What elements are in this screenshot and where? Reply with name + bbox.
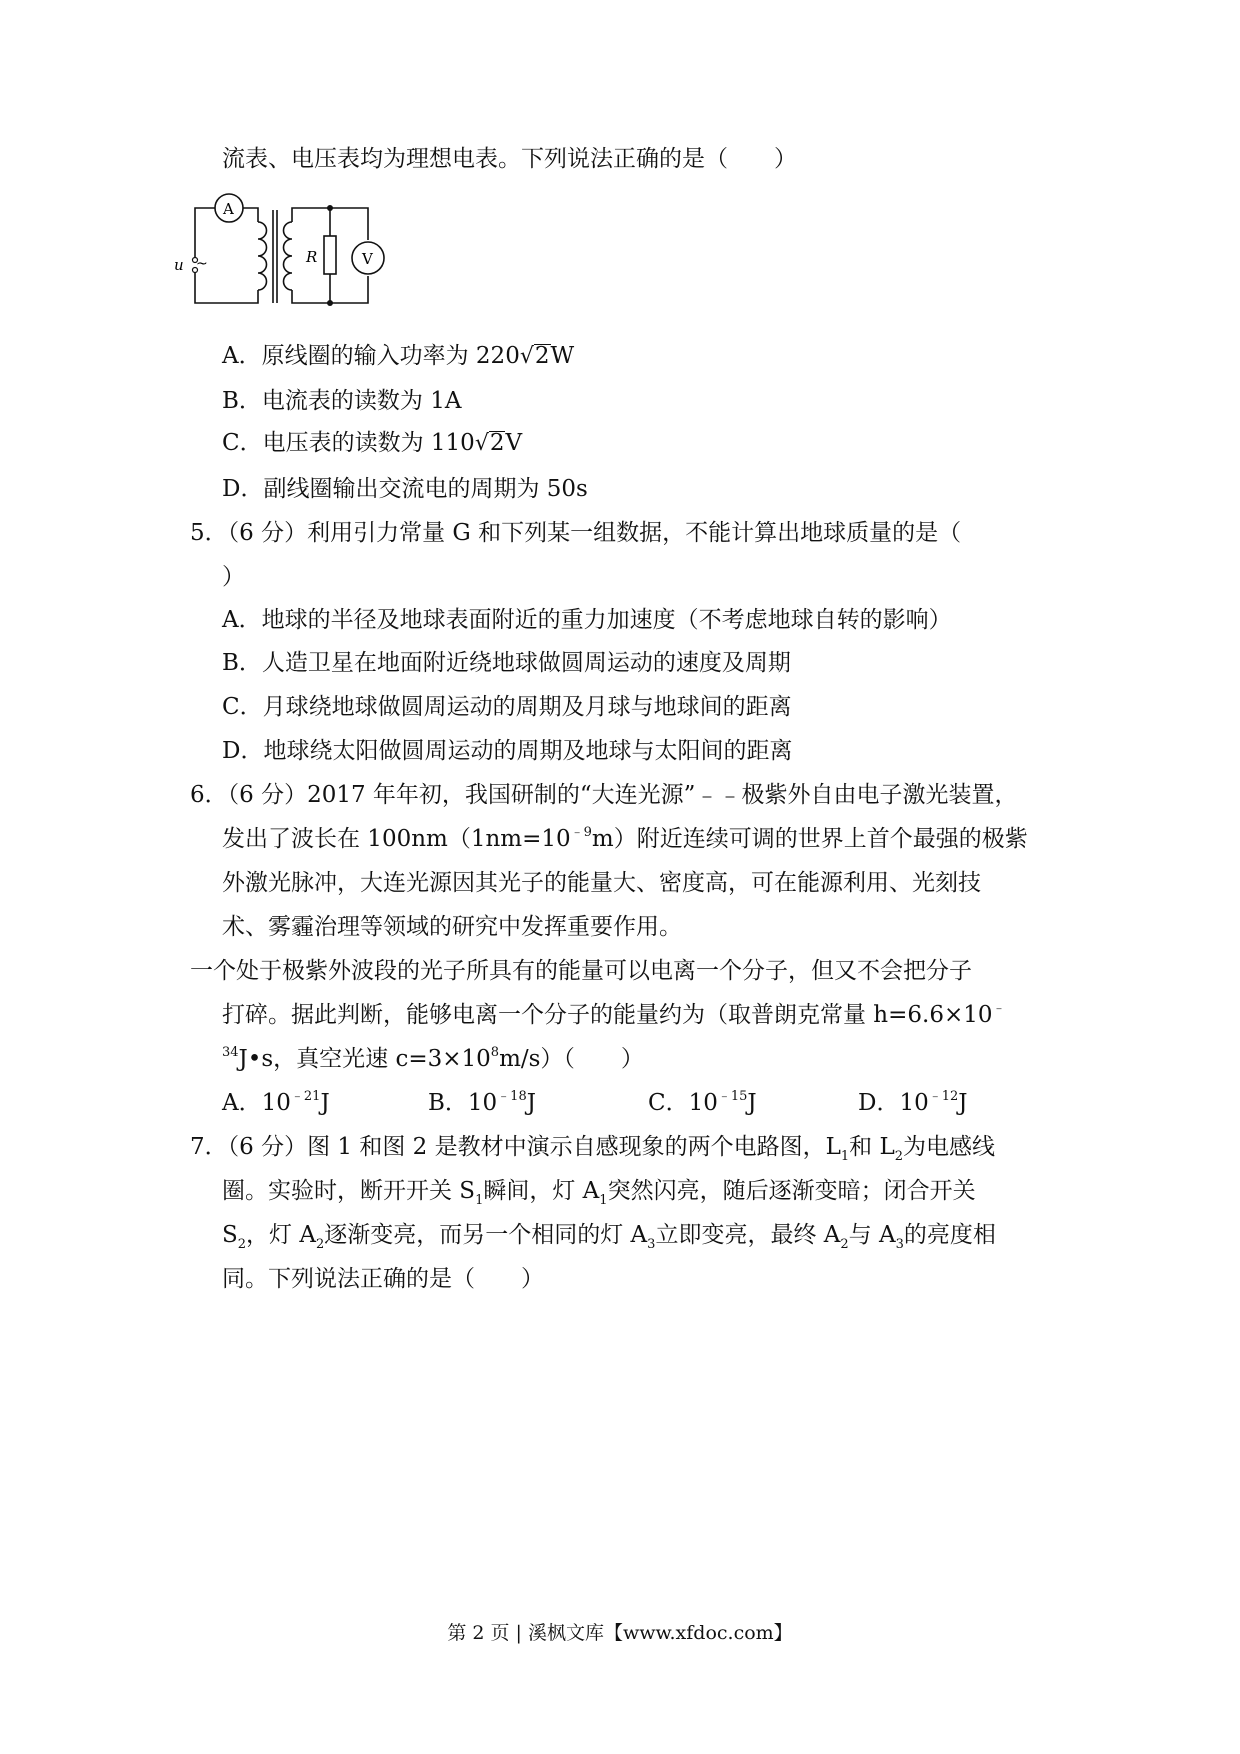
q5-stem-cont: ） <box>222 564 245 590</box>
q6-option-a: A．$10^{﹣21}J$ <box>222 1089 330 1116</box>
q5-option-a: A．地球的半径及地球表面附近的重力加速度（不考虑地球自转的影响） <box>222 607 952 633</box>
q7-line-1: 7．（6 分）图 1 和图 2 是教材中演示自感现象的两个电路图，$L_1$和 $L_2$为电感线 <box>190 1134 996 1164</box>
q6-line-4: 术、雾霾治理等领域的研究中发挥重要作用。 <box>222 914 682 940</box>
ammeter-label: A <box>223 200 234 218</box>
q6-line-6: 打碎。据此判断，能够电离一个分子的能量约为（取普朗克常量 h=6.6×10﹣ <box>222 1001 1006 1028</box>
q6-line-7: $^{34}$J•s，真空光速 $c=3\times 10^8m/s$）（ ） <box>222 1045 644 1072</box>
source-label: u <box>174 256 184 274</box>
sqrt-icon: √ <box>474 431 489 456</box>
q6-line-1: 6．（6 分）2017 年年初，我国研制的“大连光源”﹣﹣极紫外自由电子激光装置， <box>190 782 1018 808</box>
voltmeter-label: V <box>362 250 373 268</box>
resistor-label: R <box>306 248 318 266</box>
page-footer: 第 2 页 | 溪枫文库【www.xfdoc.com】 <box>447 1622 793 1644</box>
q6-option-d: D．$10^{﹣12}J$ <box>858 1089 968 1116</box>
q6-line-5: 一个处于极紫外波段的光子所具有的能量可以电离一个分子，但又不会把分子 <box>190 958 972 984</box>
q5-stem: 5．（6 分）利用引力常量 G 和下列某一组数据，不能计算出地球质量的是（ <box>190 520 962 546</box>
q6-option-c: C．$10^{﹣15}J$ <box>648 1089 757 1116</box>
q4-option-a: A．原线圈的输入功率为 220√2W <box>222 343 575 369</box>
q5-option-c: C．月球绕地球做圆周运动的周期及月球与地球间的距离 <box>222 694 792 720</box>
ac-symbol-icon: ~ <box>196 256 208 272</box>
transformer-circuit-diagram <box>174 200 410 308</box>
q6-option-b: B．$10^{﹣18}J$ <box>428 1089 536 1116</box>
q4-option-d: D．副线圈输出交流电的周期为 50s <box>222 476 588 502</box>
q7-line-4: 同。下列说法正确的是（ ） <box>222 1266 544 1292</box>
q7-line-2: 圈。实验时，断开开关 $S_1$瞬间，灯 $A_1$突然闪亮，随后逐渐变暗；闭合开关 <box>222 1178 976 1208</box>
q7-line-3: $S_2$，灯 $A_2$逐渐变亮，而另一个相同的灯 $A_3$立即变亮，最终 $A_2$与 $A_3$的亮度相 <box>222 1222 996 1252</box>
sqrt-icon: √ <box>519 344 534 369</box>
q6-line-2: 发出了波长在 $100nm(1nm=10^{﹣9}m)$附近连续可调的世界上首个最强的极紫 <box>222 825 1028 852</box>
q5-option-b: B．人造卫星在地面附近绕地球做圆周运动的速度及周期 <box>222 650 791 676</box>
q5-option-d: D．地球绕太阳做圆周运动的周期及地球与太阳间的距离 <box>222 738 793 764</box>
q4-stem-tail: 流表、电压表均为理想电表。下列说法正确的是（ ） <box>222 146 797 172</box>
q6-line-3: 外激光脉冲，大连光源因其光子的能量大、密度高，可在能源利用、光刻技 <box>222 870 981 896</box>
q4-option-b: B．电流表的读数为 1A <box>222 388 462 414</box>
q4-option-c: C．电压表的读数为 110√2V <box>222 430 523 456</box>
